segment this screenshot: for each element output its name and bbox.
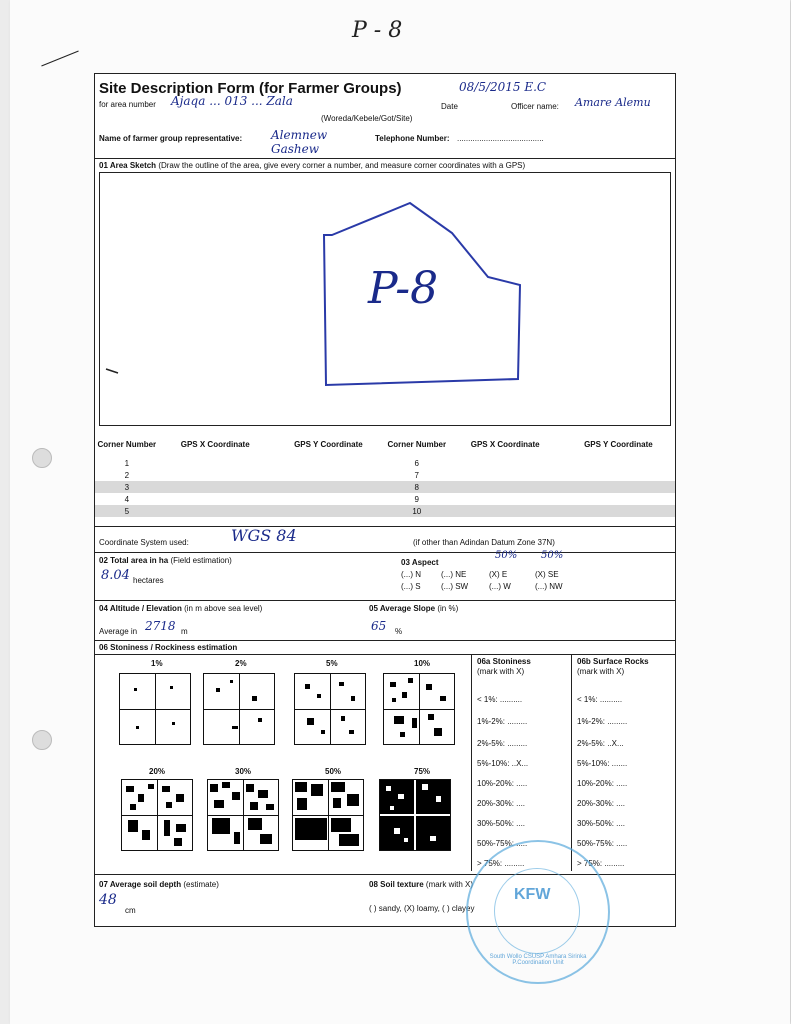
stamp-center-text: KFW — [514, 886, 551, 903]
col-b-heading: 06b Surface Rocks — [577, 657, 649, 666]
corner-table — [95, 431, 675, 517]
aspect-note-e: 50% — [495, 550, 518, 561]
aspect-options-row2[interactable]: (...) S (...) SW (...) W (...) NW — [401, 582, 563, 591]
stoniness-20pct-diagram — [121, 779, 193, 851]
date-value[interactable]: 08/5/2015 E.C — [459, 80, 547, 94]
col-a-item[interactable]: 2%-5%: ......... — [477, 739, 528, 748]
slope-heading: 05 Average Slope (in %) — [369, 604, 459, 613]
col-b-item[interactable]: 5%-10%: ....... — [577, 759, 628, 768]
table-row: 2 7 — [124, 470, 419, 480]
aspect-note-se: 50% — [541, 550, 564, 561]
table-row: 3 8 — [95, 481, 675, 493]
table-row: 1 6 — [124, 458, 419, 468]
altitude-unit: m — [181, 627, 188, 636]
date-label: Date — [441, 102, 458, 111]
pct-label: 75% — [414, 767, 431, 776]
pct-label: 10% — [414, 659, 431, 668]
total-area-value[interactable]: 8.04 — [101, 568, 130, 583]
total-area-heading: 02 Total area in ha (Field estimation) — [99, 556, 232, 565]
coord-system-value[interactable]: WGS 84 — [231, 526, 297, 545]
rep-label: Name of farmer group representative: — [99, 134, 243, 143]
slope-value[interactable]: 65 — [371, 619, 387, 633]
area-number-value[interactable]: Ajaqa ... 013 ... Zala — [171, 94, 293, 108]
altitude-value[interactable]: 2718 — [145, 619, 176, 633]
stoniness-1pct-diagram — [119, 673, 191, 745]
sketch-area[interactable] — [99, 172, 671, 426]
total-area-unit: hectares — [133, 576, 164, 585]
col-b-item[interactable]: > 75%: ......... — [577, 859, 625, 868]
stoniness-heading: 06 Stoniness / Rockiness estimation — [99, 643, 238, 652]
stoniness-50pct-diagram — [292, 779, 364, 851]
soil-depth-unit: cm — [125, 906, 136, 915]
col-a-item[interactable]: 1%-2%: ......... — [477, 717, 528, 726]
col-b-item[interactable]: 50%-75%: ..... — [577, 839, 628, 848]
col-b-item[interactable]: < 1%: .......... — [577, 695, 623, 704]
coord-system-note: (if other than Adindan Datum Zone 37N) — [413, 538, 555, 547]
soil-depth-value[interactable]: 48 — [99, 892, 117, 908]
col-b-item[interactable]: 30%-50%: .... — [577, 819, 626, 828]
col-a-item[interactable]: > 75%: ......... — [477, 859, 525, 868]
pct-label: 1% — [151, 659, 163, 668]
pct-label: 50% — [325, 767, 342, 776]
pct-label: 30% — [235, 767, 252, 776]
site-description-form — [94, 73, 676, 927]
phone-label: Telephone Number: — [375, 134, 450, 143]
pct-label: 2% — [235, 659, 247, 668]
soil-texture-options[interactable]: ( ) sandy, (X) loamy, ( ) clayey — [369, 904, 475, 913]
officer-value[interactable]: Amare Alemu — [575, 96, 651, 109]
altitude-label: Average in — [99, 627, 138, 636]
area-number-label: for area number — [99, 100, 156, 109]
sketch-label: P-8 — [368, 263, 439, 314]
official-stamp — [466, 840, 610, 984]
stoniness-10pct-diagram — [383, 673, 455, 745]
form-title: Site Description Form (for Farmer Groups) — [99, 80, 402, 97]
slope-unit: % — [395, 627, 403, 636]
col-header: GPS X Coordinate — [470, 439, 540, 449]
col-a-item[interactable]: 10%-20%: ..... — [477, 779, 528, 788]
pct-label: 20% — [149, 767, 166, 776]
stoniness-75pct-diagram — [379, 779, 451, 851]
col-b-item[interactable]: 10%-20%: ..... — [577, 779, 628, 788]
pct-label: 5% — [326, 659, 338, 668]
area-sub-label: (Woreda/Kebele/Got/Site) — [321, 114, 413, 123]
punch-hole — [32, 448, 52, 468]
table-row: 5 10 — [95, 505, 675, 517]
officer-label: Officer name: — [511, 102, 559, 111]
coord-system-label: Coordinate System used: — [99, 538, 189, 547]
stoniness-2pct-diagram — [203, 673, 275, 745]
stoniness-diagrams — [99, 655, 472, 871]
aspect-heading: 03 Aspect — [401, 558, 439, 567]
col-header: GPS Y Coordinate — [294, 439, 363, 449]
altitude-heading: 04 Altitude / Elevation (in m above sea level) — [99, 604, 263, 613]
col-b-item[interactable]: 1%-2%: ......... — [577, 717, 628, 726]
stoniness-column-a — [473, 655, 572, 871]
col-b-item[interactable]: 20%-30%: .... — [577, 799, 626, 808]
sketch-heading: 01 Area Sketch (Draw the outline of the area, give every corner a number, and measure corner coordinates with a GPS) — [99, 161, 526, 170]
col-a-heading: 06a Stoniness — [477, 657, 531, 666]
col-a-item[interactable]: 50%-75%: ..... — [477, 839, 528, 848]
top-page-mark: P - 8 — [352, 18, 403, 43]
stoniness-column-b — [573, 655, 673, 871]
col-header: Corner Number — [97, 439, 157, 449]
col-a-item[interactable]: 20%-30%: .... — [477, 799, 526, 808]
rep-value[interactable]: Alemnew Gashew — [271, 128, 328, 156]
col-header: Corner Number — [387, 439, 447, 449]
col-header: GPS Y Coordinate — [584, 439, 653, 449]
table-row: 4 9 — [124, 494, 419, 504]
col-b-item[interactable]: 2%-5%: ..X... — [577, 739, 624, 748]
col-a-item[interactable]: 5%-10%: ..X... — [477, 759, 529, 768]
aspect-options-row1[interactable]: (...) N (...) NE (X) E (X) SE — [401, 570, 559, 579]
col-b-sub: (mark with X) — [577, 667, 625, 676]
soil-depth-heading: 07 Average soil depth (estimate) — [99, 880, 219, 889]
punch-hole — [32, 730, 52, 750]
stoniness-30pct-diagram — [207, 779, 279, 851]
soil-texture-heading: 08 Soil texture (mark with X) — [369, 880, 474, 889]
col-a-sub: (mark with X) — [477, 667, 525, 676]
stamp-ring-text: South Wollo CSUSP Amhara Sirinka P.Coordination Unit — [489, 954, 587, 966]
col-header: GPS X Coordinate — [180, 439, 250, 449]
col-a-item[interactable]: < 1%: .......... — [477, 695, 523, 704]
stoniness-5pct-diagram — [294, 673, 366, 745]
col-a-item[interactable]: 30%-50%: .... — [477, 819, 526, 828]
phone-value[interactable]: ....................................... — [457, 134, 544, 143]
